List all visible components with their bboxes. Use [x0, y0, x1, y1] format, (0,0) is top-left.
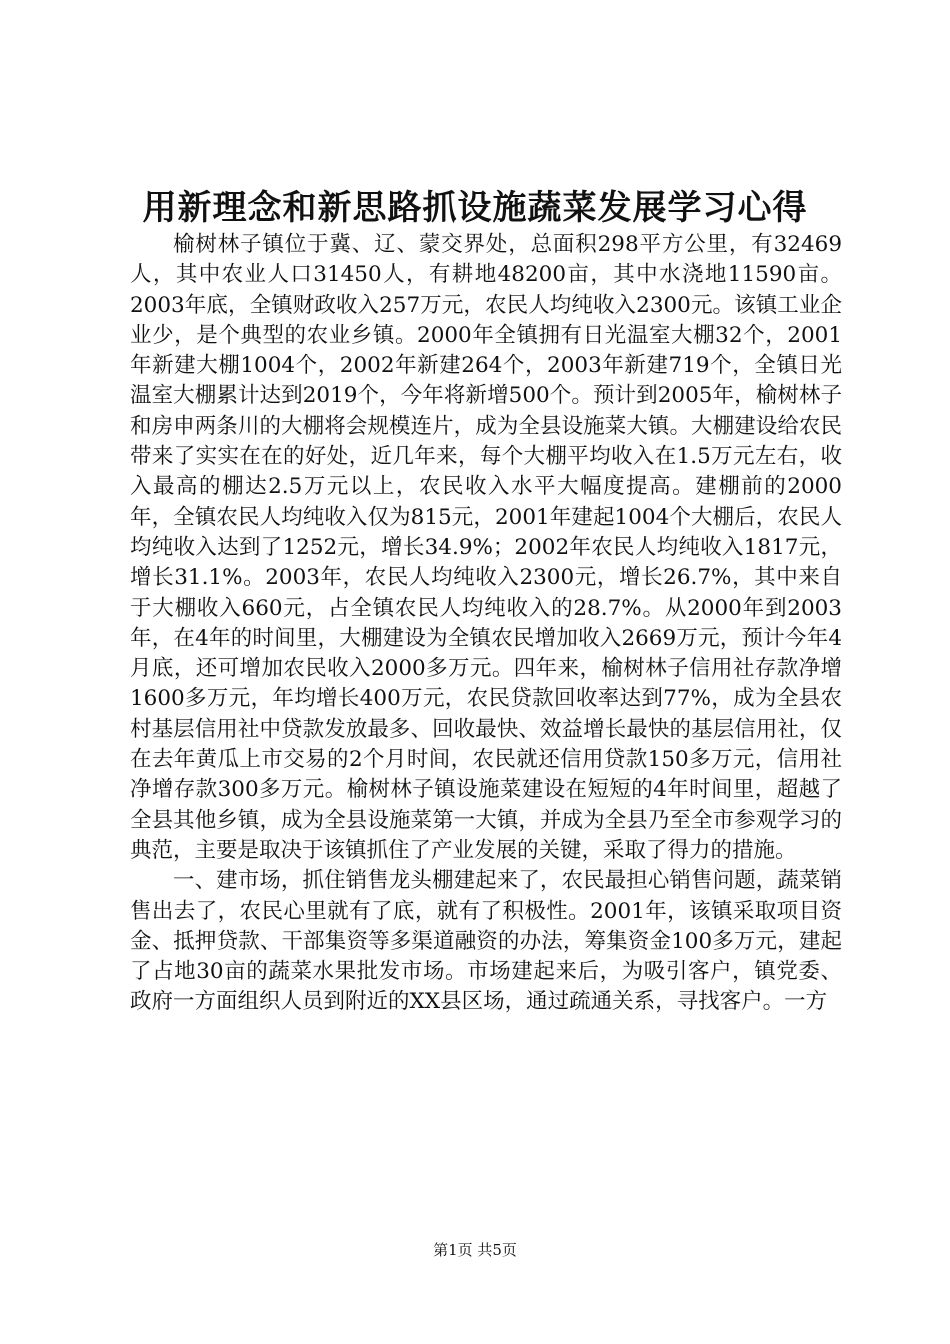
paragraph-section-one: 一、建市场，抓住销售龙头棚建起来了，农民最担心销售问题，蔬菜销售出去了，农民心里就有了底，就有了积极性。2001年，该镇采取项目资金、抵押贷款、干部集资等多渠道融资的办法，筹集资金100多万元，建起了占地30亩的蔬菜水果批发市场。市场建起来后，为吸引客户，镇党委、政府一方面组织人员到附近的XX县区场，通过疏通关系，寻找客户。一方 [130, 868, 842, 1015]
page-number-footer: 第1页 共5页 [433, 1241, 517, 1259]
document-body [130, 230, 842, 1018]
paragraph-intro: 榆树林子镇位于冀、辽、蒙交界处，总面积298平方公里，有32469人，其中农业人口31450人，有耕地48200亩，其中水浇地11590亩。2003年底，全镇财政收入257万元，农民人均纯收入2300元。该镇工业企业少，是个典型的农业乡镇。2000年全镇拥有日光温室大棚32个，2001年新建大棚1004个，2002年新建264个，2003年新建719个，全镇日光温室大棚累计达到2019个，今年将新增500个。预计到2005年，榆树林子和房申两条川的大棚将会规模连片，成为全县设施菜大镇。大棚建设给农民带来了实实在在的好处，近几年来，每个大棚平均收入在1.5万元左右，收入最高的棚达2.5万元以上，农民收入水平大幅度提高。建棚前的2000年，全镇农民人均纯收入仅为815元，2001年建起1004个大棚后，农民人均纯收入达到了1252元，增长34.9%；2002年农民人均纯收入1817元，增长31.1%。2003年，农民人均纯收入2300元，增长26.7%，其中来自于大棚收入660元，占全镇农民人均纯收入的28.7%。从2000年到2003年，在4年的时间里，大棚建设为全镇农民增加收入2669万元，预计今年4月底，还可增加农民收入2000多万元。四年来，榆树林子信用社存款净增1600多万元，年均增长400万元，农民贷款回收率达到77%，成为全县农村基层信用社中贷款发放最多、回收最快、效益增长最快的基层信用社，仅在去年黄瓜上市交易的2个月时间，农民就还信用贷款150多万元，信用社净增存款300多万元。榆树林子镇设施菜建设在短短的4年时间里，超越了全县其他乡镇，成为全县设施菜第一大镇，并成为全县乃至全市参观学习的典范，主要是取决于该镇抓住了产业发展的关键，采取了得力的措施。 [130, 232, 842, 863]
document-title: 用新理念和新思路抓设施蔬菜发展学习心得 [142, 188, 808, 228]
